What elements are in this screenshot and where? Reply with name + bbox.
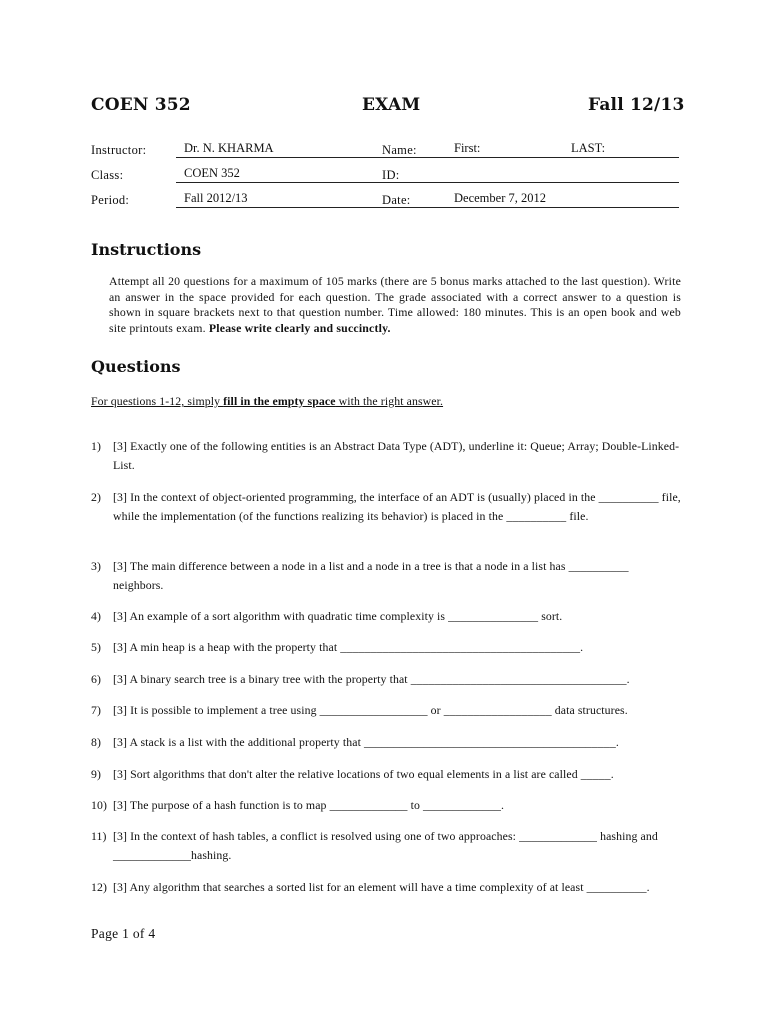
question-number: 6) (91, 672, 102, 686)
question-text: [3] In the context of hash tables, a conflict is resolved using one of two approaches: _____________ hashing and _____________hashing. (113, 829, 658, 862)
question-text: [3] Any algorithm that searches a sorted list for an element will have a time complexity of at least __________. (113, 880, 650, 894)
question-number: 7) (91, 703, 102, 717)
name-label: Name: (382, 143, 417, 157)
instructions-emphasis: Please write clearly and succinctly. (208, 320, 391, 335)
info-row-instructor (91, 141, 681, 166)
period-label: Period: (91, 193, 130, 207)
question-text: [3] It is possible to implement a tree using __________________ or __________________ data structures. (113, 703, 628, 717)
instructions-heading: Instructions (91, 240, 202, 259)
instructions-text: Attempt all 20 questions for a maximum of 105 marks (there are 5 bonus marks attached to the last question). Write an answer in the space provided for each question. The grade associated with a correct answer to a question is shown in square brackets next to that question number. Time allowed: 180 minutes. This is an open book and web site printouts exam. (109, 274, 681, 335)
question-text: [3] Sort algorithms that don't alter the relative locations of two equal elements in a list are called _____. (113, 767, 614, 781)
question-text: [3] The main difference between a node in a list and a node in a tree is that a node in a list has __________ neighbors. (113, 559, 629, 592)
term: Fall 12/13 (588, 95, 685, 115)
lead-bold: fill in the empty space (223, 394, 336, 408)
question-text: [3] A binary search tree is a binary tree with the property that ____________________________________. (113, 672, 630, 686)
question-number: 9) (91, 767, 102, 781)
id-label: ID: (382, 168, 400, 182)
instructor-field: Dr. N. KHARMA (176, 141, 461, 158)
question-text: [3] In the context of object-oriented programming, the interface of an ADT is (usually) placed in the __________ file, while the implementation (of the functions realizing its behavior) is placed in the __________ file. (113, 490, 681, 523)
question-number: 8) (91, 735, 102, 749)
exam-info-block (91, 141, 681, 216)
question-text: [3] Exactly one of the following entities is an Abstract Data Type (ADT), underline it: Queue; Array; Double-Linked-List. (113, 439, 680, 472)
question-text: [3] An example of a sort algorithm with quadratic time complexity is _______________ sort. (113, 609, 563, 623)
question-number: 12) (91, 880, 108, 894)
questions-lead (91, 394, 443, 409)
question-number: 2) (91, 490, 102, 504)
lead-after: with the right answer. (335, 394, 444, 408)
date-field: December 7, 2012 (446, 191, 679, 208)
page-number: Page 1 of 4 (91, 926, 156, 941)
name-first-label: First: (454, 141, 481, 155)
question-text: [3] A stack is a list with the additional property that __________________________________________. (113, 735, 619, 749)
question-number: 5) (91, 640, 102, 654)
lead-before: For questions 1-12, simply (91, 394, 224, 408)
id-field[interactable] (446, 166, 679, 183)
name-last-label: LAST: (571, 141, 606, 155)
class-field: COEN 352 (176, 166, 461, 183)
instructor-label: Instructor: (91, 143, 147, 157)
period-field: Fall 2012/13 (176, 191, 461, 208)
name-field[interactable] (446, 141, 679, 158)
class-label: Class: (91, 168, 124, 182)
info-row-class (91, 166, 681, 191)
question-text: [3] The purpose of a hash function is to map _____________ to _____________. (113, 798, 505, 812)
question-number: 4) (91, 609, 102, 623)
exam-title: EXAM (362, 95, 421, 115)
question-number: 3) (91, 559, 102, 573)
date-label: Date: (382, 193, 411, 207)
instructions-body (109, 274, 681, 336)
question-number: 10) (91, 798, 108, 812)
info-row-period (91, 191, 681, 216)
course-code: COEN 352 (91, 95, 191, 115)
questions-heading: Questions (91, 357, 181, 376)
question-number: 1) (91, 439, 102, 453)
question-number: 11) (91, 829, 107, 843)
question-text: [3] A min heap is a heap with the property that ________________________________________. (113, 640, 584, 654)
